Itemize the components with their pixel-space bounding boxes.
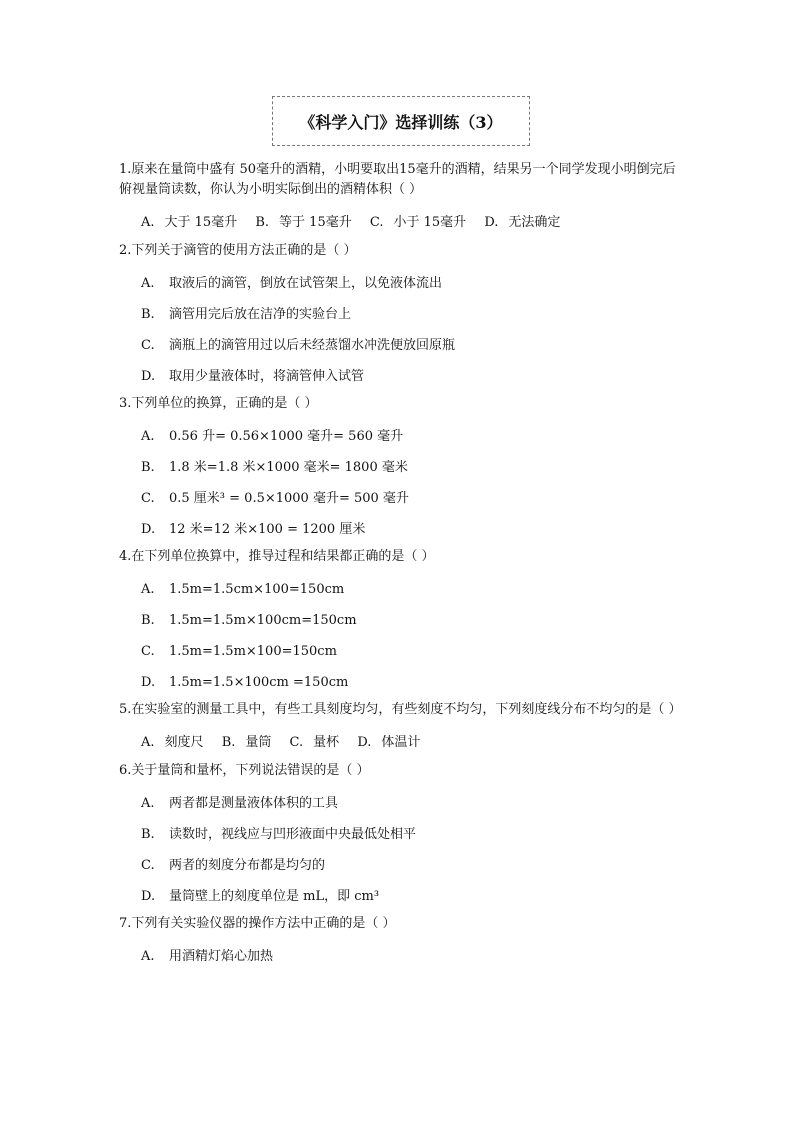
option-text: 1.8 米=1.8 米×1000 毫米= 1800 毫米 [169,460,408,475]
option-a [119,574,679,605]
option-text: 用酒精灯焰心加热 [169,949,274,964]
question-2 [119,241,679,392]
option-text: 量杯 [313,735,340,750]
option-key: A. [141,796,155,811]
option-c [119,330,679,361]
option-text: 大于 15毫升 [164,215,238,230]
question-stem: 6.关于量筒和量杯，下列说法错误的是（ ） [119,763,370,778]
option-text: 滴瓶上的滴管用过以后未经蒸馏水冲洗便放回原瓶 [169,338,456,353]
option-text: 体温计 [381,735,421,750]
option-key: D. [141,522,156,537]
option-key: C. [369,215,384,230]
question-7 [119,914,679,972]
option-key: A. [141,276,155,291]
option-d [119,514,679,545]
option-text: 两者的刻度分布都是均匀的 [169,858,326,873]
option-text: 量筒壁上的刻度单位是 mL，即 cm³ [169,889,380,904]
option-key: B. [141,613,155,628]
question-stem: 3.下列单位的换算，正确的是（ ） [119,396,318,411]
option-text: 等于 15毫升 [279,215,352,230]
option-text: 无法确定 [508,215,561,230]
option-key: C. [141,644,155,659]
option-key: A. [141,215,155,230]
option-key: D. [141,675,156,690]
option-key: C. [141,338,155,353]
question-stem: 4.在下列单位换算中，推导过程和结果都正确的是（ ） [119,549,435,564]
question-stem: 5.在实验室的测量工具中，有些工具刻度均匀，有些刻度不均匀，下列刻度线分布不均匀的是（ ） [119,702,682,717]
option-text: 取液后的滴管，倒放在试管架上，以免液体流出 [169,276,443,291]
option-b [119,299,679,330]
option-key: A. [141,949,155,964]
option-d [119,881,679,912]
option-text: 1.5m=1.5×100cm =150cm [169,675,349,690]
option-a [119,941,679,972]
option-text: 取用少量液体时，将滴管伸入试管 [169,369,365,384]
question-stem: 7.下列有关实验仪器的操作方法中正确的是（ ） [119,916,396,931]
option-text: 滴管用完后放在洁净的实验台上 [169,307,352,322]
option-key: B. [141,827,155,842]
option-row-inline [119,207,679,239]
option-key: B. [141,460,155,475]
question-stem: 1.原来在量筒中盛有 50毫升的酒精，小明要取出15毫升的酒精，结果另一个同学发现小明倒完后俯视量筒读数，你认为小明实际倒出的酒精体积（ ） [119,162,676,197]
option-key: A. [141,735,155,750]
option-text: 1.5m=1.5m×100cm=150cm [169,613,357,628]
option-key: B. [141,307,155,322]
question-4 [119,547,679,698]
question-list [119,160,682,974]
question-3 [119,394,679,545]
option-key: C. [141,858,155,873]
option-text: 0.5 厘米³ = 0.5×1000 毫升= 500 毫升 [169,491,409,506]
option-b [119,452,679,483]
option-key: D. [484,215,499,230]
option-text: 1.5m=1.5cm×100=150cm [169,582,345,597]
option-text: 1.5m=1.5m×100=150cm [169,644,337,659]
question-1 [119,160,679,239]
option-b [119,605,679,636]
option-key: C. [141,491,155,506]
option-text: 读数时，视线应与凹形液面中央最低处相平 [169,827,417,842]
option-key: C. [289,735,304,750]
option-d [119,667,679,698]
option-text: 12 米=12 米×100 = 1200 厘米 [169,522,366,537]
option-text: 两者都是测量液体体积的工具 [169,796,339,811]
option-a [119,788,679,819]
option-key: A. [141,429,155,444]
option-key: B. [255,215,270,230]
option-d [119,361,679,392]
worksheet-title-text: 《科学入门》选择训练（3） [299,112,503,132]
option-key: A. [141,582,155,597]
question-stem: 2.下列关于滴管的使用方法正确的是（ ） [119,243,357,258]
option-row-inline [119,727,679,759]
worksheet-title [272,96,530,146]
option-text: 量筒 [245,735,272,750]
option-text: 0.56 升= 0.56×1000 毫升= 560 毫升 [169,429,404,444]
option-key: D. [141,369,156,384]
option-a [119,421,679,452]
option-a [119,268,679,299]
option-text: 刻度尺 [164,735,204,750]
question-6 [119,761,679,912]
question-5 [119,700,682,759]
option-c [119,636,679,667]
option-b [119,819,679,850]
option-key: D. [141,889,156,904]
option-key: D. [357,735,372,750]
option-key: B. [221,735,236,750]
option-c [119,483,679,514]
option-c [119,850,679,881]
option-text: 小于 15毫升 [393,215,467,230]
